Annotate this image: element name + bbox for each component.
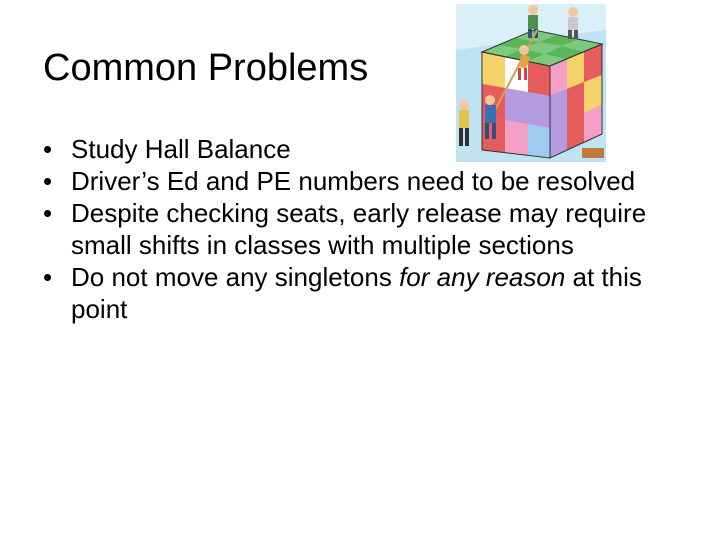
bullet-item <box>43 197 703 261</box>
bullet-text-before: Do not move any singletons <box>71 262 400 292</box>
bullet-list <box>43 133 703 325</box>
bullet-item <box>43 261 703 325</box>
bullet-glyph: • <box>43 262 53 292</box>
bullet-text: Study Hall Balance <box>71 134 291 164</box>
bullet-text: Despite checking seats, early release may require small shifts in classes with multiple sections <box>71 198 647 260</box>
bullet-item <box>43 165 703 197</box>
bullet-text-after: at this point <box>71 262 642 324</box>
bullet-item <box>43 133 703 165</box>
slide-title: Common Problems <box>43 47 369 89</box>
bullet-text-italic: for any reason <box>399 262 566 292</box>
bullet-glyph: • <box>43 166 53 196</box>
bullet-text: Driver’s Ed and PE numbers need to be resolved <box>71 166 636 196</box>
bullet-glyph: • <box>43 198 53 228</box>
bullet-glyph: • <box>43 134 53 164</box>
